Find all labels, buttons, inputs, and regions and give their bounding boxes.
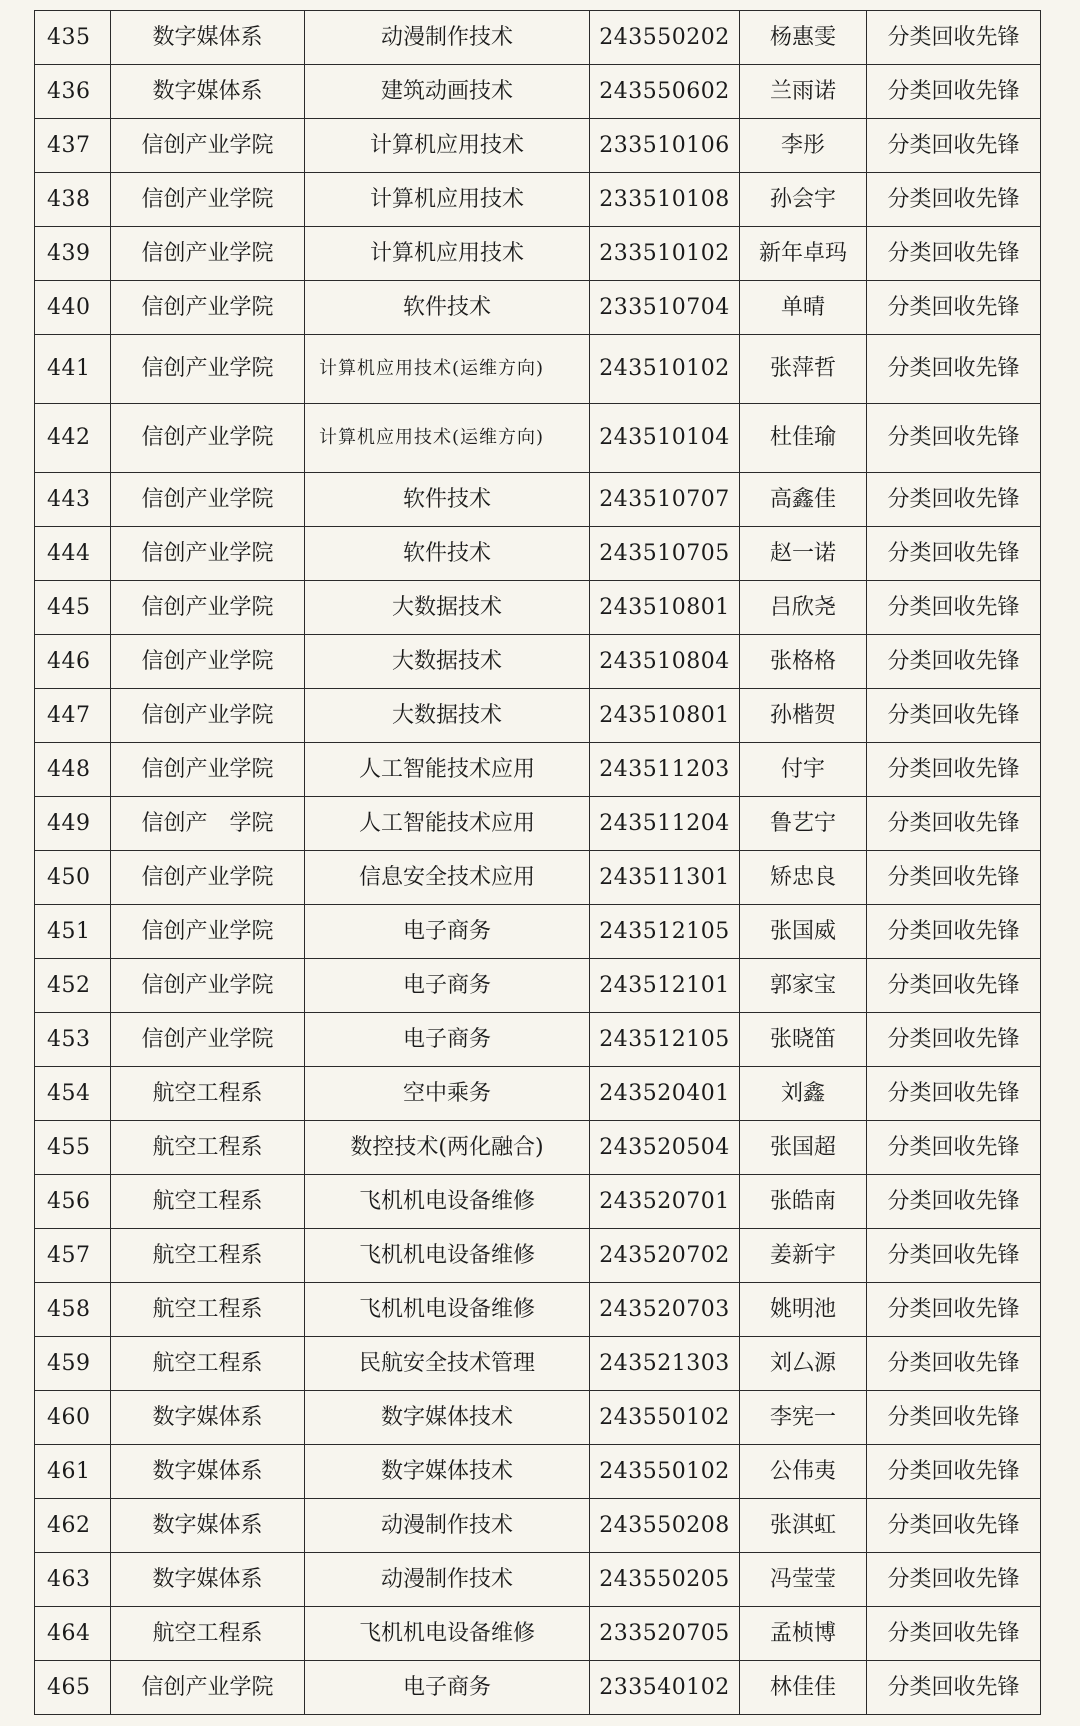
table-row <box>35 1499 1041 1553</box>
major-cell: 电子商务 <box>305 1661 590 1715</box>
student-id-cell: 243550102 <box>590 1445 740 1499</box>
student-id-cell: 243511301 <box>590 851 740 905</box>
table-row <box>35 959 1041 1013</box>
department-cell: 数字媒体系 <box>111 11 305 65</box>
student-id-cell: 243510801 <box>590 581 740 635</box>
major-cell: 民航安全技术管理 <box>305 1337 590 1391</box>
student-id-cell: 233540102 <box>590 1661 740 1715</box>
department-cell: 数字媒体系 <box>111 1499 305 1553</box>
row-number-cell: 463 <box>35 1553 111 1607</box>
department-cell: 信创产业学院 <box>111 1013 305 1067</box>
row-number-cell: 450 <box>35 851 111 905</box>
award-title-cell: 分类回收先锋 <box>867 404 1041 473</box>
student-id-cell: 233510704 <box>590 281 740 335</box>
award-title-cell: 分类回收先锋 <box>867 335 1041 404</box>
student-name-cell: 李彤 <box>740 119 867 173</box>
row-number-cell: 458 <box>35 1283 111 1337</box>
student-id-cell: 243510804 <box>590 635 740 689</box>
table-row <box>35 473 1041 527</box>
major-cell: 空中乘务 <box>305 1067 590 1121</box>
student-name-cell: 付宇 <box>740 743 867 797</box>
award-title-cell: 分类回收先锋 <box>867 227 1041 281</box>
student-name-cell: 林佳佳 <box>740 1661 867 1715</box>
award-title-cell: 分类回收先锋 <box>867 1175 1041 1229</box>
table-row <box>35 635 1041 689</box>
student-name-cell: 鲁艺宁 <box>740 797 867 851</box>
major-cell: 动漫制作技术 <box>305 11 590 65</box>
department-cell: 信创产业学院 <box>111 119 305 173</box>
award-title-cell: 分类回收先锋 <box>867 1013 1041 1067</box>
department-cell: 航空工程系 <box>111 1283 305 1337</box>
department-cell: 信创产业学院 <box>111 689 305 743</box>
department-cell: 信创产业学院 <box>111 959 305 1013</box>
award-title-cell: 分类回收先锋 <box>867 1607 1041 1661</box>
award-title-cell: 分类回收先锋 <box>867 905 1041 959</box>
award-title-cell: 分类回收先锋 <box>867 281 1041 335</box>
table-row <box>35 281 1041 335</box>
row-number-cell: 447 <box>35 689 111 743</box>
student-name-cell: 刘厶源 <box>740 1337 867 1391</box>
student-name-cell: 姜新宇 <box>740 1229 867 1283</box>
award-roster-table <box>34 10 1041 1715</box>
award-title-cell: 分类回收先锋 <box>867 1337 1041 1391</box>
row-number-cell: 462 <box>35 1499 111 1553</box>
student-name-cell: 张萍哲 <box>740 335 867 404</box>
table-row <box>35 527 1041 581</box>
table-row <box>35 1391 1041 1445</box>
department-cell: 信创产 学院 <box>111 797 305 851</box>
row-number-cell: 442 <box>35 404 111 473</box>
table-row <box>35 1229 1041 1283</box>
row-number-cell: 452 <box>35 959 111 1013</box>
student-name-cell: 单晴 <box>740 281 867 335</box>
major-cell: 动漫制作技术 <box>305 1499 590 1553</box>
department-cell: 信创产业学院 <box>111 281 305 335</box>
major-cell: 动漫制作技术 <box>305 1553 590 1607</box>
row-number-cell: 438 <box>35 173 111 227</box>
table-row <box>35 335 1041 404</box>
student-id-cell: 243550602 <box>590 65 740 119</box>
major-cell: 信息安全技术应用 <box>305 851 590 905</box>
table-row <box>35 1553 1041 1607</box>
student-name-cell: 张皓南 <box>740 1175 867 1229</box>
table-row <box>35 1445 1041 1499</box>
major-cell: 计算机应用技术(运维方向) <box>305 335 590 404</box>
student-name-cell: 冯莹莹 <box>740 1553 867 1607</box>
major-cell: 软件技术 <box>305 527 590 581</box>
award-title-cell: 分类回收先锋 <box>867 119 1041 173</box>
student-id-cell: 233510102 <box>590 227 740 281</box>
table-row <box>35 1661 1041 1715</box>
award-title-cell: 分类回收先锋 <box>867 1121 1041 1175</box>
table-row <box>35 119 1041 173</box>
award-title-cell: 分类回收先锋 <box>867 797 1041 851</box>
major-cell: 计算机应用技术 <box>305 119 590 173</box>
department-cell: 信创产业学院 <box>111 227 305 281</box>
award-title-cell: 分类回收先锋 <box>867 689 1041 743</box>
table-row <box>35 11 1041 65</box>
table-row <box>35 851 1041 905</box>
major-cell: 电子商务 <box>305 959 590 1013</box>
row-number-cell: 443 <box>35 473 111 527</box>
table-row <box>35 227 1041 281</box>
row-number-cell: 461 <box>35 1445 111 1499</box>
award-title-cell: 分类回收先锋 <box>867 743 1041 797</box>
department-cell: 数字媒体系 <box>111 1553 305 1607</box>
row-number-cell: 449 <box>35 797 111 851</box>
major-cell: 人工智能技术应用 <box>305 743 590 797</box>
department-cell: 信创产业学院 <box>111 581 305 635</box>
major-cell: 数字媒体技术 <box>305 1391 590 1445</box>
table-row <box>35 581 1041 635</box>
major-cell: 计算机应用技术 <box>305 227 590 281</box>
student-id-cell: 243550202 <box>590 11 740 65</box>
row-number-cell: 454 <box>35 1067 111 1121</box>
department-cell: 数字媒体系 <box>111 1445 305 1499</box>
table-row <box>35 1121 1041 1175</box>
student-name-cell: 刘鑫 <box>740 1067 867 1121</box>
student-id-cell: 243550208 <box>590 1499 740 1553</box>
row-number-cell: 439 <box>35 227 111 281</box>
student-id-cell: 243520702 <box>590 1229 740 1283</box>
student-name-cell: 新年卓玛 <box>740 227 867 281</box>
department-cell: 信创产业学院 <box>111 851 305 905</box>
major-cell: 大数据技术 <box>305 635 590 689</box>
student-id-cell: 243510102 <box>590 335 740 404</box>
student-id-cell: 233520705 <box>590 1607 740 1661</box>
student-name-cell: 杜佳瑜 <box>740 404 867 473</box>
department-cell: 航空工程系 <box>111 1229 305 1283</box>
department-cell: 航空工程系 <box>111 1607 305 1661</box>
award-title-cell: 分类回收先锋 <box>867 473 1041 527</box>
award-title-cell: 分类回收先锋 <box>867 581 1041 635</box>
award-title-cell: 分类回收先锋 <box>867 11 1041 65</box>
student-id-cell: 233510106 <box>590 119 740 173</box>
roster-body <box>35 11 1041 1715</box>
department-cell: 信创产业学院 <box>111 635 305 689</box>
major-cell: 飞机机电设备维修 <box>305 1283 590 1337</box>
award-title-cell: 分类回收先锋 <box>867 959 1041 1013</box>
department-cell: 航空工程系 <box>111 1067 305 1121</box>
student-name-cell: 李宪一 <box>740 1391 867 1445</box>
table-row <box>35 404 1041 473</box>
department-cell: 信创产业学院 <box>111 1661 305 1715</box>
table-row <box>35 65 1041 119</box>
table-row <box>35 173 1041 227</box>
award-title-cell: 分类回收先锋 <box>867 1229 1041 1283</box>
row-number-cell: 436 <box>35 65 111 119</box>
department-cell: 信创产业学院 <box>111 404 305 473</box>
student-id-cell: 243520504 <box>590 1121 740 1175</box>
row-number-cell: 459 <box>35 1337 111 1391</box>
major-cell: 计算机应用技术 <box>305 173 590 227</box>
major-cell: 数字媒体技术 <box>305 1445 590 1499</box>
student-id-cell: 243510801 <box>590 689 740 743</box>
department-cell: 航空工程系 <box>111 1337 305 1391</box>
department-cell: 信创产业学院 <box>111 743 305 797</box>
department-cell: 信创产业学院 <box>111 335 305 404</box>
award-title-cell: 分类回收先锋 <box>867 1391 1041 1445</box>
major-cell: 飞机机电设备维修 <box>305 1229 590 1283</box>
student-name-cell: 杨惠雯 <box>740 11 867 65</box>
table-row <box>35 905 1041 959</box>
row-number-cell: 455 <box>35 1121 111 1175</box>
student-id-cell: 243510705 <box>590 527 740 581</box>
student-name-cell: 矫忠良 <box>740 851 867 905</box>
award-title-cell: 分类回收先锋 <box>867 1661 1041 1715</box>
row-number-cell: 457 <box>35 1229 111 1283</box>
row-number-cell: 440 <box>35 281 111 335</box>
student-id-cell: 243511203 <box>590 743 740 797</box>
table-row <box>35 1013 1041 1067</box>
student-name-cell: 孙会宇 <box>740 173 867 227</box>
award-title-cell: 分类回收先锋 <box>867 1499 1041 1553</box>
student-name-cell: 张淇虹 <box>740 1499 867 1553</box>
student-name-cell: 张格格 <box>740 635 867 689</box>
major-cell: 电子商务 <box>305 1013 590 1067</box>
award-title-cell: 分类回收先锋 <box>867 1067 1041 1121</box>
student-id-cell: 233510108 <box>590 173 740 227</box>
table-row <box>35 797 1041 851</box>
row-number-cell: 435 <box>35 11 111 65</box>
student-id-cell: 243512105 <box>590 1013 740 1067</box>
student-name-cell: 高鑫佳 <box>740 473 867 527</box>
row-number-cell: 465 <box>35 1661 111 1715</box>
student-id-cell: 243520701 <box>590 1175 740 1229</box>
award-title-cell: 分类回收先锋 <box>867 851 1041 905</box>
student-name-cell: 吕欣尧 <box>740 581 867 635</box>
award-title-cell: 分类回收先锋 <box>867 1553 1041 1607</box>
row-number-cell: 446 <box>35 635 111 689</box>
student-id-cell: 243510707 <box>590 473 740 527</box>
award-title-cell: 分类回收先锋 <box>867 173 1041 227</box>
row-number-cell: 453 <box>35 1013 111 1067</box>
row-number-cell: 448 <box>35 743 111 797</box>
major-cell: 软件技术 <box>305 281 590 335</box>
student-name-cell: 赵一诺 <box>740 527 867 581</box>
student-name-cell: 兰雨诺 <box>740 65 867 119</box>
major-cell: 飞机机电设备维修 <box>305 1607 590 1661</box>
row-number-cell: 451 <box>35 905 111 959</box>
major-cell: 大数据技术 <box>305 689 590 743</box>
major-cell: 软件技术 <box>305 473 590 527</box>
student-id-cell: 243520401 <box>590 1067 740 1121</box>
row-number-cell: 441 <box>35 335 111 404</box>
major-cell: 电子商务 <box>305 905 590 959</box>
row-number-cell: 464 <box>35 1607 111 1661</box>
department-cell: 信创产业学院 <box>111 527 305 581</box>
student-id-cell: 243512101 <box>590 959 740 1013</box>
major-cell: 数控技术(两化融合) <box>305 1121 590 1175</box>
department-cell: 信创产业学院 <box>111 173 305 227</box>
student-name-cell: 孙楷贺 <box>740 689 867 743</box>
student-id-cell: 243511204 <box>590 797 740 851</box>
table-row <box>35 1067 1041 1121</box>
department-cell: 航空工程系 <box>111 1121 305 1175</box>
student-name-cell: 孟桢博 <box>740 1607 867 1661</box>
row-number-cell: 460 <box>35 1391 111 1445</box>
student-name-cell: 郭家宝 <box>740 959 867 1013</box>
student-id-cell: 243512105 <box>590 905 740 959</box>
row-number-cell: 437 <box>35 119 111 173</box>
table-row <box>35 1607 1041 1661</box>
table-row <box>35 1337 1041 1391</box>
award-title-cell: 分类回收先锋 <box>867 65 1041 119</box>
major-cell: 人工智能技术应用 <box>305 797 590 851</box>
student-id-cell: 243520703 <box>590 1283 740 1337</box>
table-row <box>35 1283 1041 1337</box>
department-cell: 信创产业学院 <box>111 473 305 527</box>
department-cell: 数字媒体系 <box>111 65 305 119</box>
table-row <box>35 689 1041 743</box>
student-name-cell: 张晓笛 <box>740 1013 867 1067</box>
row-number-cell: 445 <box>35 581 111 635</box>
major-cell: 飞机机电设备维修 <box>305 1175 590 1229</box>
award-title-cell: 分类回收先锋 <box>867 1445 1041 1499</box>
major-cell: 大数据技术 <box>305 581 590 635</box>
student-id-cell: 243550102 <box>590 1391 740 1445</box>
student-id-cell: 243521303 <box>590 1337 740 1391</box>
student-name-cell: 张国超 <box>740 1121 867 1175</box>
row-number-cell: 444 <box>35 527 111 581</box>
major-cell: 建筑动画技术 <box>305 65 590 119</box>
student-id-cell: 243510104 <box>590 404 740 473</box>
table-row <box>35 1175 1041 1229</box>
award-title-cell: 分类回收先锋 <box>867 527 1041 581</box>
department-cell: 航空工程系 <box>111 1175 305 1229</box>
student-name-cell: 姚明池 <box>740 1283 867 1337</box>
award-title-cell: 分类回收先锋 <box>867 635 1041 689</box>
student-id-cell: 243550205 <box>590 1553 740 1607</box>
student-name-cell: 张国威 <box>740 905 867 959</box>
award-title-cell: 分类回收先锋 <box>867 1283 1041 1337</box>
row-number-cell: 456 <box>35 1175 111 1229</box>
major-cell: 计算机应用技术(运维方向) <box>305 404 590 473</box>
department-cell: 信创产业学院 <box>111 905 305 959</box>
department-cell: 数字媒体系 <box>111 1391 305 1445</box>
table-row <box>35 743 1041 797</box>
student-name-cell: 公伟夷 <box>740 1445 867 1499</box>
